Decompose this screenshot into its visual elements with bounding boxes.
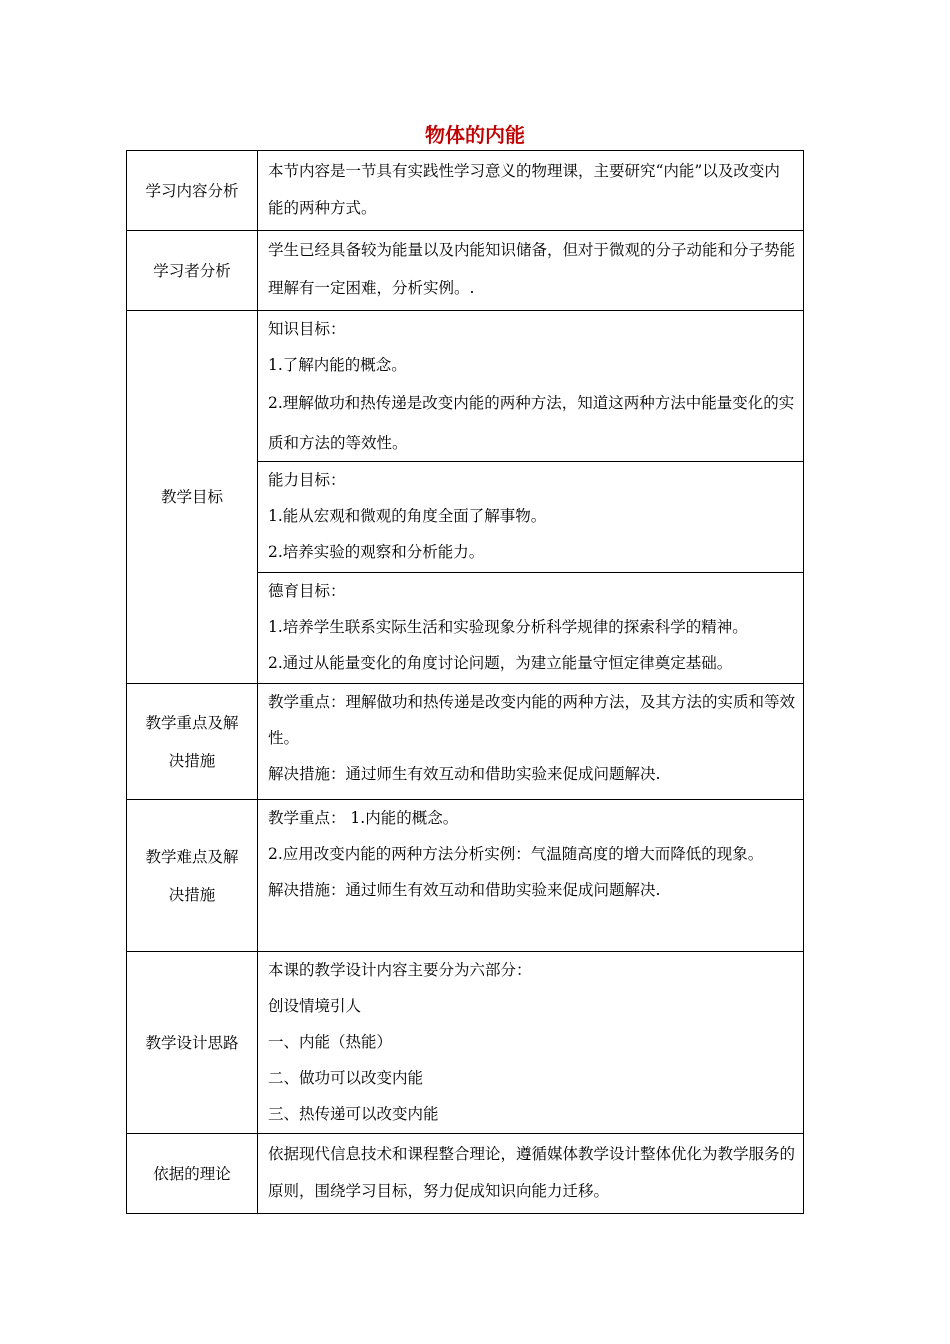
- ability-item: 1.能从宏观和微观的角度全面了解事物。: [268, 507, 547, 525]
- design-item: 本课的教学设计内容主要分为六部分：: [268, 961, 532, 979]
- difficult-points-text: 2.应用改变内能的两种方法分析实例：气温随高度的增大而降低的现象。: [268, 845, 764, 863]
- design-item: 二、做功可以改变内能: [268, 1069, 424, 1087]
- row-key-points: [127, 684, 804, 800]
- knowledge-item: 2.理解做功和热传递是改变内能的两种方法，知道这两种方法中能量变化的实质和方法的等效性。: [268, 394, 795, 452]
- learner-analysis-label: 学习者分析: [127, 231, 258, 311]
- theory-text: 依据现代信息技术和课程整合理论，遵循媒体教学设计整体优化为教学服务的原则，围绕学习目标，努力促成知识向能力迁移。: [268, 1145, 796, 1200]
- design-label: 教学设计思路: [127, 952, 258, 1134]
- ability-heading: 能力目标：: [268, 471, 346, 489]
- knowledge-heading: 知识目标：: [268, 320, 346, 338]
- row-theory: [127, 1134, 804, 1214]
- ability-item: 2.培养实验的观察和分析能力。: [268, 543, 485, 561]
- key-points-label: 教学重点及解 决措施: [127, 684, 258, 800]
- lesson-plan-table: [126, 150, 804, 1214]
- knowledge-goals: [258, 311, 803, 462]
- moral-heading: 德育目标：: [268, 582, 346, 600]
- key-points-solution: 解决措施：通过师生有效互动和借助实验来促成问题解决.: [268, 765, 661, 783]
- row-goals: [127, 311, 804, 684]
- difficult-points-solution: 解决措施：通过师生有效互动和借助实验来促成问题解决.: [268, 881, 661, 899]
- row-learner-analysis: [127, 231, 804, 311]
- design-item: 创设情境引人: [268, 997, 362, 1015]
- theory-label: 依据的理论: [127, 1134, 258, 1214]
- moral-goals: [258, 573, 803, 683]
- moral-item: 2.通过从能量变化的角度讨论问题，为建立能量守恒定律奠定基础。: [268, 654, 733, 672]
- page-title: 物体的内能: [425, 123, 525, 147]
- goals-label: 教学目标: [127, 311, 258, 684]
- moral-item: 1.培养学生联系实际生活和实验现象分析科学规律的探索科学的精神。: [268, 618, 748, 636]
- difficult-points-label: 教学难点及解 决措施: [127, 800, 258, 952]
- key-points-text: 教学重点：理解做功和热传递是改变内能的两种方法，及其方法的实质和等效性。: [268, 693, 796, 747]
- row-content-analysis: [127, 151, 804, 231]
- learner-analysis-text: 学生已经具备较为能量以及内能知识储备，但对于微观的分子动能和分子势能理解有一定困难，分析实例。.: [268, 241, 796, 297]
- content-analysis-label: 学习内容分析: [127, 151, 258, 231]
- ability-goals: [258, 462, 803, 573]
- design-item: 一、内能（热能）: [268, 1033, 393, 1051]
- difficult-points-text: 教学重点： 1.内能的概念。: [268, 809, 459, 827]
- row-difficult-points: [127, 800, 804, 952]
- knowledge-item: 1.了解内能的概念。: [268, 356, 407, 374]
- design-item: 三、热传递可以改变内能: [268, 1105, 439, 1123]
- row-design: [127, 952, 804, 1134]
- content-analysis-text: 本节内容是一节具有实践性学习意义的物理课，主要研究“内能”以及改变内能的两种方式。: [268, 162, 780, 217]
